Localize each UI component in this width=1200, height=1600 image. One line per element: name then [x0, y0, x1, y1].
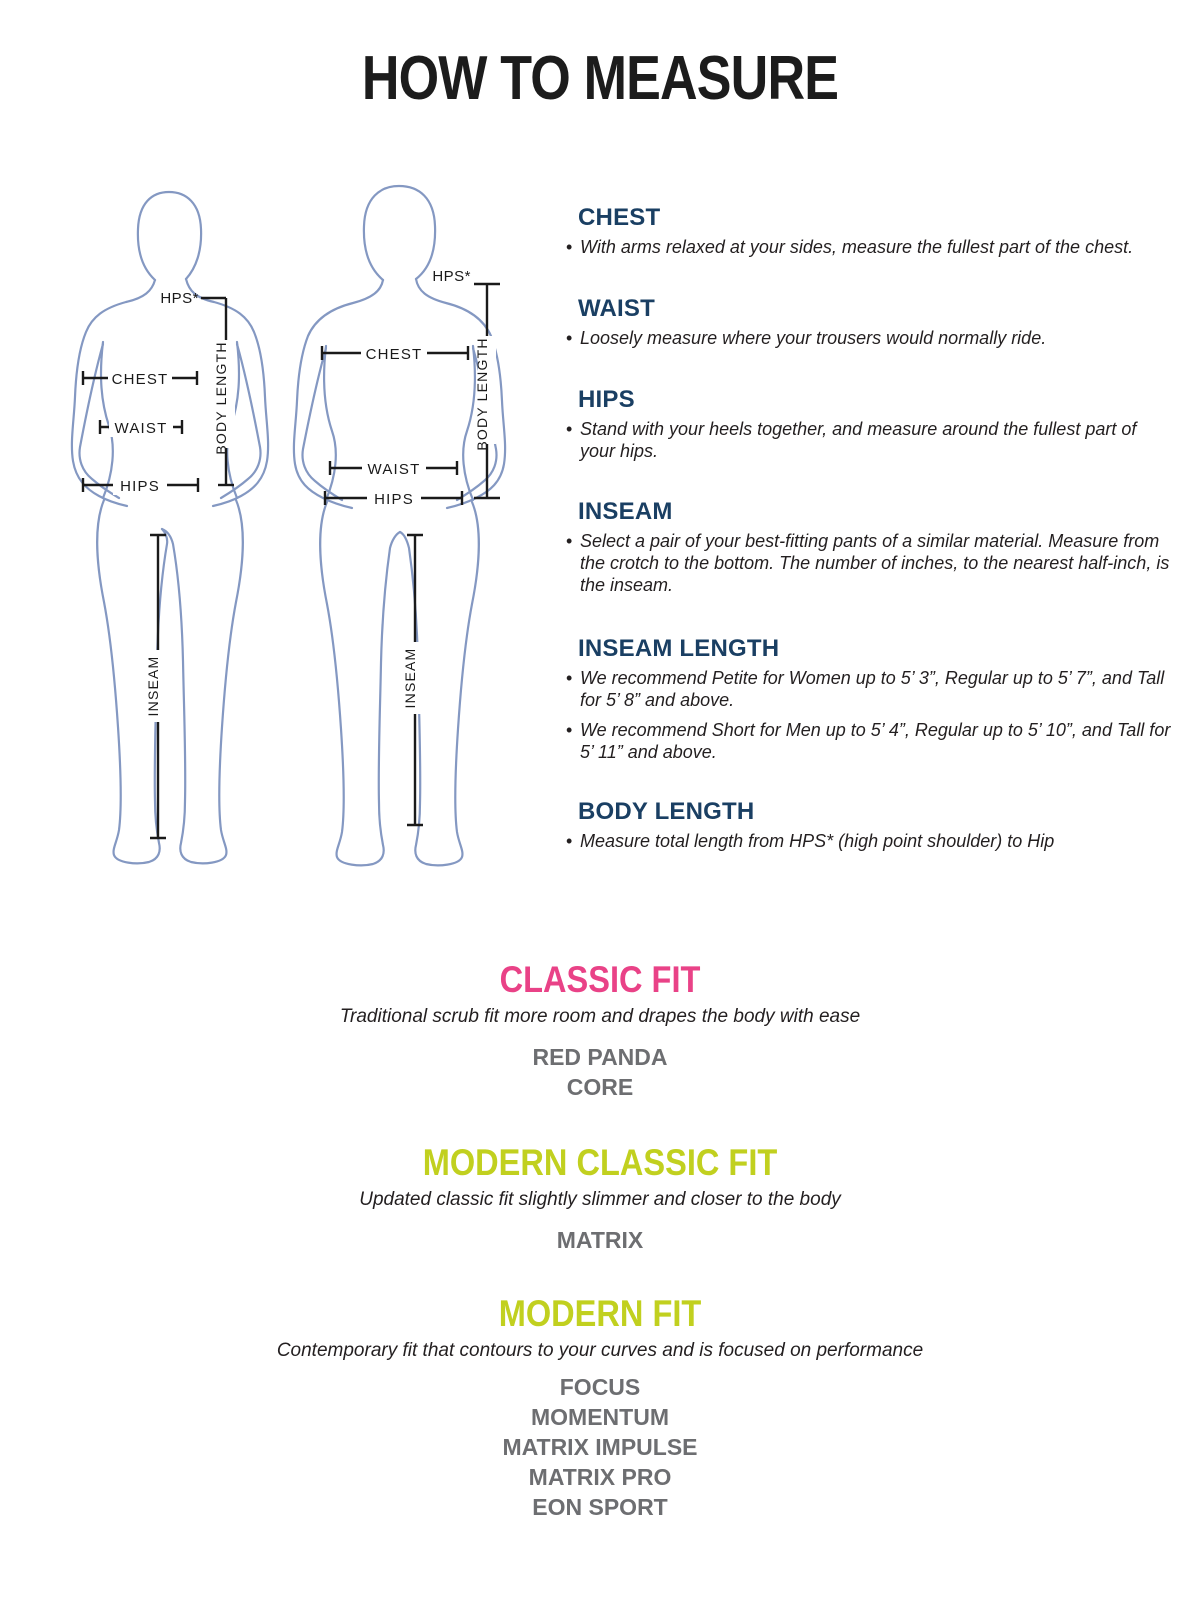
female-inseam-label: INSEAM	[145, 655, 161, 717]
male-hps-label: HPS*	[432, 268, 471, 285]
male-hips-label: HIPS	[374, 491, 414, 508]
male-body-outline	[294, 186, 505, 865]
fit-block-modern-classic	[0, 1143, 1200, 1255]
female-hips-line	[83, 475, 198, 495]
male-chest-label: CHEST	[365, 346, 423, 363]
list-item	[555, 327, 1173, 349]
female-body-length	[213, 340, 235, 455]
section-body-length-heading: BODY LENGTH	[578, 798, 755, 825]
section-hips-heading: HIPS	[578, 386, 635, 413]
bullet-text: Measure total length from HPS* (high point shoulder) to Hip	[580, 831, 1055, 851]
female-body-length-label: BODY LENGTH	[213, 341, 229, 455]
female-inseam-line	[145, 535, 167, 838]
section-body-length	[555, 799, 1173, 860]
section-inseam-length	[555, 636, 1173, 771]
section-hips	[555, 387, 1173, 470]
section-chest	[555, 205, 1173, 266]
female-waist-line	[100, 417, 182, 437]
product-line: FOCUS	[559, 1374, 641, 1400]
list-item	[555, 830, 1173, 852]
fit-block-modern	[0, 1294, 1200, 1522]
product-line: RED PANDA	[532, 1044, 668, 1070]
measurement-figures	[5, 150, 555, 910]
section-chest-heading: CHEST	[578, 204, 661, 231]
fit-modern-title: MODERN FIT	[498, 1293, 702, 1334]
section-waist-heading: WAIST	[578, 295, 655, 322]
male-hips-line	[325, 488, 462, 508]
list-item	[555, 236, 1173, 258]
female-waist-label: WAIST	[114, 420, 168, 437]
fit-classic-title: CLASSIC FIT	[499, 959, 701, 1000]
male-waist-line	[330, 458, 457, 478]
section-inseam	[555, 499, 1173, 604]
bullet-text: With arms relaxed at your sides, measure the fullest part of the chest.	[580, 237, 1134, 257]
fit-modern-classic-title: MODERN CLASSIC FIT	[422, 1142, 778, 1183]
female-hips-label: HIPS	[120, 478, 160, 495]
male-chest-line	[322, 343, 468, 363]
list-item	[555, 667, 1173, 711]
female-chest-label: CHEST	[111, 371, 169, 388]
male-inseam-label: INSEAM	[402, 647, 418, 709]
fit-classic-description: Traditional scrub fit more room and drapes the body with ease	[339, 1006, 861, 1027]
page-title: HOW TO MEASURE	[361, 44, 839, 113]
bullet-text: Select a pair of your best-fitting pants of a similar material. Measure from the crotch to the bottom. The number of inches, to the nearest half-inch, is the inseam.	[580, 531, 1170, 595]
section-waist	[555, 296, 1173, 357]
bullet-text: Loosely measure where your trousers would normally ride.	[580, 328, 1047, 348]
female-figure	[72, 192, 268, 863]
section-inseam-length-heading: INSEAM LENGTH	[578, 635, 780, 662]
fit-classic-lines	[0, 1042, 1200, 1102]
list-item	[555, 719, 1173, 763]
product-line: CORE	[566, 1074, 634, 1100]
fit-block-classic	[0, 960, 1200, 1102]
product-line: MOMENTUM	[531, 1404, 669, 1430]
male-figure	[294, 186, 505, 865]
product-line: EON SPORT	[532, 1494, 668, 1520]
list-item	[555, 418, 1173, 462]
product-line: MATRIX IMPULSE	[502, 1434, 698, 1460]
section-inseam-heading: INSEAM	[578, 498, 673, 525]
product-line: MATRIX	[556, 1227, 644, 1253]
fit-modern-classic-description: Updated classic fit slightly slimmer and closer to the body	[359, 1189, 841, 1210]
male-body-length	[474, 336, 496, 451]
product-line: MATRIX PRO	[528, 1464, 672, 1490]
fit-modern-classic-lines	[0, 1225, 1200, 1255]
fit-modern-lines	[0, 1372, 1200, 1522]
male-body-length-label: BODY LENGTH	[474, 337, 490, 451]
male-waist-label: WAIST	[367, 461, 421, 478]
bullet-text: We recommend Petite for Women up to 5’ 3”, Regular up to 5’ 7”, and Tall for 5’ 8” and above.	[580, 668, 1165, 710]
list-item	[555, 530, 1173, 596]
female-hps-label: HPS*	[160, 290, 199, 307]
fit-modern-description: Contemporary fit that contours to your curves and is focused on performance	[276, 1340, 924, 1361]
bullet-text: We recommend Short for Men up to 5’ 4”, Regular up to 5’ 10”, and Tall for 5’ 11” and above.	[580, 720, 1171, 762]
bullet-text: Stand with your heels together, and measure around the fullest part of your hips.	[580, 419, 1137, 461]
